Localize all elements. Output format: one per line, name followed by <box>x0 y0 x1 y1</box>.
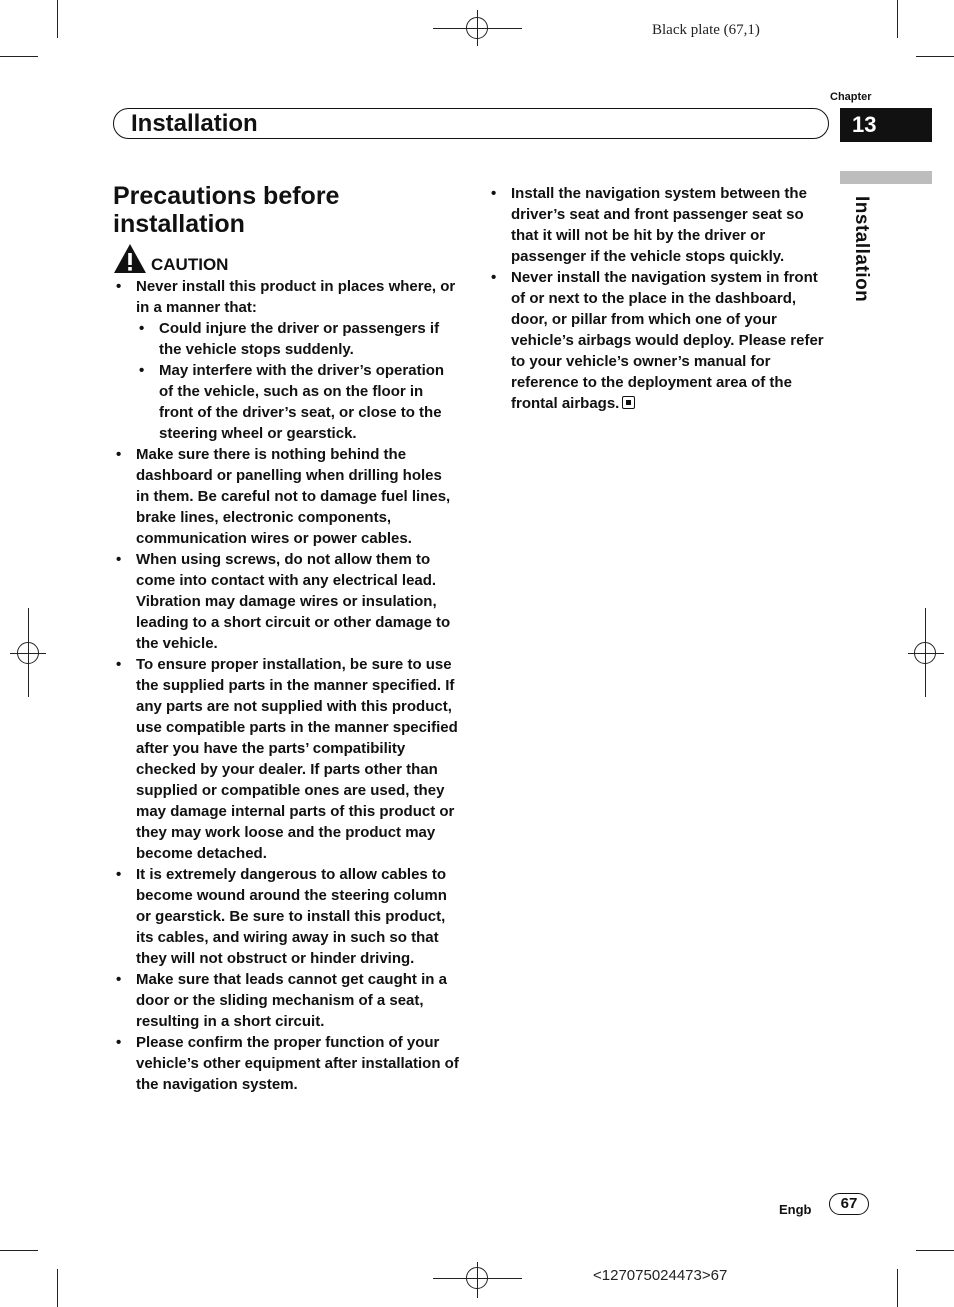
list-item-text: • Make sure there is nothing behind the dashboard or panelling when drilling holes in them. Be careful not to damage fuel lines, brake lines, electronic components, communication wires or power cables. <box>136 446 451 547</box>
warning-icon <box>113 243 147 274</box>
list-item-text: • It is extremely dangerous to allow cables to become wound around the steering column or gearstick. Be sure to install this product, its cables, and wiring away in such so that they will not obstruct or hinder driving. <box>136 866 447 967</box>
plate-label: Black plate (67,1) <box>652 22 760 38</box>
list-item-text: • Never install this product in places where, or in a manner that: <box>136 278 456 316</box>
list-item <box>113 969 459 1032</box>
sub-list-item <box>136 360 459 444</box>
page-title: Installation <box>131 110 258 137</box>
registration-target-icon <box>17 642 39 664</box>
sub-list-item <box>136 318 459 360</box>
registration-target-icon <box>914 642 936 664</box>
crop-mark <box>57 0 58 38</box>
side-tab-bar <box>840 171 932 184</box>
list-item <box>113 276 459 444</box>
crop-mark <box>916 1250 954 1251</box>
list-item <box>488 183 830 267</box>
sub-list-item-text: • May interfere with the driver’s operation of the vehicle, such as on the floor in front of the driver’s seat, or close to the steering wheel or gearstick. <box>159 362 445 442</box>
left-column <box>113 276 459 1095</box>
list-item-text: • To ensure proper installation, be sure to use the supplied parts in the manner specified. If any parts are not supplied with this product, use compatible parts in the manner specified after you have the parts’ compatibility checked by your dealer. If parts other than supplied or compatible ones are used, they may damage internal parts of this product or they may work loose and the product may become detached. <box>136 656 458 862</box>
right-column <box>488 183 830 414</box>
crop-mark <box>897 1269 898 1307</box>
crop-mark <box>916 56 954 57</box>
sub-list-item-text: • Could injure the driver or passengers if the vehicle stops suddenly. <box>159 320 440 358</box>
list-item-text: Never install the navigation system in front of or next to the place in the dashboard, door, or pillar from which one of your vehicle’s airbags would deploy. Please refer to your vehicle’s owner’s manual for reference to the deployment area of the frontal airbags. <box>511 269 824 412</box>
list-item-text: • Install the navigation system between the driver’s seat and front passenger seat so that it will not be hit by the driver or passenger if the vehicle stops quickly. <box>511 185 807 265</box>
list-item-text: • When using screws, do not allow them to come into contact with any electrical lead. Vibration may damage wires or insulation, leading to a short circuit or other damage to the vehicle. <box>136 551 451 652</box>
crop-mark <box>0 56 38 57</box>
list-item <box>488 267 830 414</box>
document-code: <127075024473>67 <box>593 1267 728 1284</box>
side-tab-label: Installation <box>851 196 872 303</box>
section-title: Precautions before installation <box>113 182 340 238</box>
chapter-label: Chapter <box>830 91 872 103</box>
caution-label: CAUTION <box>151 255 229 274</box>
list-item <box>113 864 459 969</box>
crop-mark <box>0 1250 38 1251</box>
list-item <box>113 1032 459 1095</box>
list-item <box>113 549 459 654</box>
crop-mark <box>897 0 898 38</box>
registration-target-icon <box>466 1267 488 1289</box>
list-item <box>113 444 459 549</box>
end-of-section-icon <box>622 396 635 409</box>
chapter-number: 13 <box>840 108 932 142</box>
page-number: 67 <box>829 1193 869 1215</box>
list-item-text: • Make sure that leads cannot get caught in a door or the sliding mechanism of a seat, resulting in a short circuit. <box>136 971 447 1030</box>
registration-target-icon <box>466 17 488 39</box>
language-label: Engb <box>779 1202 812 1217</box>
crop-mark <box>57 1269 58 1307</box>
list-item <box>113 654 459 864</box>
list-item-text: • Please confirm the proper function of your vehicle’s other equipment after installation of the navigation system. <box>136 1034 459 1093</box>
